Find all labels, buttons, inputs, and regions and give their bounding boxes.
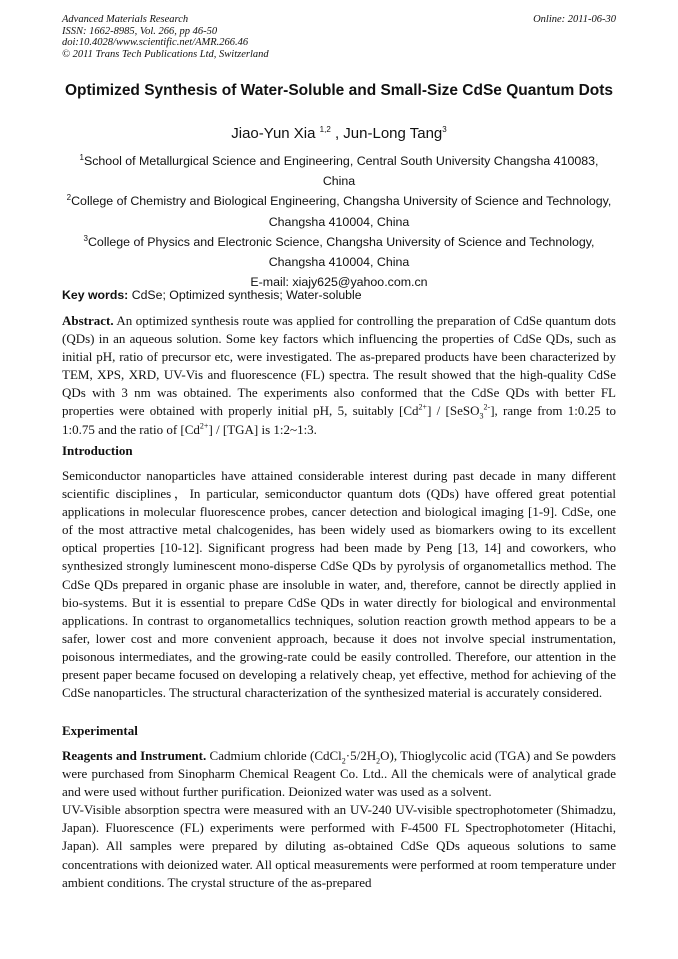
affiliation-text: College of Physics and Electronic Science, Changsha University of Science and Technology, Changsha 410004, China bbox=[87, 234, 595, 270]
introduction-text: Semiconductor nanoparticles have attained considerable interest during past decade in many different scientific disciplines，In particular, semiconductor quantum dots (QDs) have offered great potential applications in molecular fluorescence probes, cancer detection and biological imaging [1-9]. CdSe, one of the most attractive metal chalcogenides, has been widely used as biomarkers owing to its excellent optical properties [10-12]. Significant progress had been made by Peng [13, 14] and coworkers, who synthesized strongly luminescent mono-disperse CdSe QDs by pyrolysis of organometallics method. The CdSe QDs prepared in organic phase are insoluble in water, and, therefore, cannot be directly applied in bio-systems. But it is essential to prepare CdSe QDs in water directly for biological and environmental applications. In contrast to organometallics techniques, solution reaction growth method appears to be a safer, lower cost and more convenient approach, because it does not involve special instrumentation, poisonous intermediates, and the growing-rate could be easily controlled. Therefore, our attention in the present paper became focused on developing a relatively cheap, yet effective, method for achieving of the CdSe nanoparticles. The structural characterization of the synthesized material is accurately considered. bbox=[62, 468, 616, 701]
reagents-text: ·5/2H bbox=[345, 748, 377, 763]
issn-line: ISSN: 1662-8985, Vol. 266, pp 46-50 bbox=[62, 25, 218, 37]
abstract-text: ] / [TGA] is 1:2~1:3. bbox=[208, 421, 317, 437]
reagents-sub: 2 bbox=[341, 756, 346, 766]
email: E-mail: xiajy625@yahoo.com.cn bbox=[250, 275, 428, 290]
author-name: Jiao-Yun Xia bbox=[231, 125, 316, 142]
affiliation-text: College of Chemistry and Biological Engineering, Changsha University of Science and Technology, Changsha 410004, China bbox=[71, 194, 612, 229]
affiliation bbox=[62, 191, 616, 231]
reagents-text: Cadmium chloride (CdCl bbox=[206, 748, 342, 763]
affiliation-mark: 3 bbox=[83, 233, 88, 243]
journal-header bbox=[62, 14, 616, 60]
affiliation bbox=[62, 151, 616, 191]
doi-line: doi:10.4028/www.scientific.net/AMR.266.46 bbox=[62, 37, 249, 49]
reagents-text: O), Thioglycolic acid (TGA) and Se powders were purchased from Sinopharm Chemical Reagent Co. Ltd.. All the chemicals were of analytical grade and were used without further purification. Deionized water was used as a solvent. bbox=[62, 748, 616, 800]
copyright-line: © 2011 Trans Tech Publications Ltd, Switzerland bbox=[62, 48, 269, 60]
affiliation-text: School of Metallurgical Science and Engineering, Central South University Changsha 410083, China bbox=[83, 154, 599, 189]
online-date: Online: 2011-06-30 bbox=[533, 14, 616, 25]
affiliation-mark: 1 bbox=[79, 152, 84, 162]
affiliations bbox=[62, 151, 616, 292]
journal-name: Advanced Materials Research bbox=[62, 14, 189, 25]
abstract-sub: 3 bbox=[479, 412, 484, 422]
author-separator: , bbox=[330, 125, 344, 142]
reagents-sub: 2 bbox=[376, 756, 381, 766]
author-name: Jun-Long Tang bbox=[343, 125, 443, 142]
section-heading-experimental: Experimental bbox=[62, 723, 138, 738]
abstract-text: ] / [SeSO bbox=[427, 403, 480, 419]
paper-title: Optimized Synthesis of Water-Soluble and Small-Size CdSe Quantum Dots bbox=[64, 82, 614, 99]
affiliation-mark: 2 bbox=[66, 193, 72, 203]
keywords-text: CdSe; Optimized synthesis; Water-soluble bbox=[128, 288, 362, 302]
author-line bbox=[62, 124, 616, 144]
keywords bbox=[62, 287, 616, 303]
reagents-label: Reagents and Instrument. bbox=[62, 748, 207, 763]
author-affil-mark: 3 bbox=[442, 125, 447, 134]
section-heading-introduction: Introduction bbox=[62, 443, 133, 458]
abstract bbox=[62, 312, 616, 439]
abstract-sup: 2- bbox=[483, 403, 491, 413]
abstract-sup: 2+ bbox=[418, 403, 428, 413]
keywords-label: Key words: bbox=[62, 288, 129, 302]
abstract-text: An optimized synthesis route was applied for controlling the preparation of CdSe quantum dots (QDs) in an aqueous solution. Some key factors which influencing the properties of CdSe QDs, such as initial pH, ratio of precursor etc, were investigated. The as-prepared products have been characterized by TEM, XPS, XRD, UV-Vis and fluorescence (FL) spectra. The result showed that the high-quality CdSe QDs with 3 nm was obtained. The experiments also conformed that the CdSe QDs with better FL properties were obtained with properly initial pH, 5, suitably [Cd bbox=[62, 313, 616, 419]
abstract-text: ], range from 1:0.25 to 1:0.75 and the ratio of [Cd bbox=[62, 403, 616, 437]
reagents-paragraph bbox=[62, 747, 616, 801]
abstract-label: Abstract. bbox=[62, 313, 114, 328]
experimental-text bbox=[62, 747, 616, 892]
affiliation bbox=[62, 232, 616, 272]
abstract-sup: 2+ bbox=[199, 421, 209, 431]
author-affil-mark: 1,2 bbox=[319, 125, 331, 134]
instrument-paragraph: UV-Visible absorption spectra were measured with an UV-240 UV-visible spectrophotometer (Shimadzu, Japan). Fluorescence (FL) experiments were performed with F-4500 FL Spectrophotometer (Hitachi, Japan). All samples were prepared by diluting as-obtained CdSe QDs aqueous solutions to same concentrations with deionized water. All optical measurements were performed at room temperature under ambient conditions. The crystal structure of the as-prepared bbox=[62, 802, 616, 890]
